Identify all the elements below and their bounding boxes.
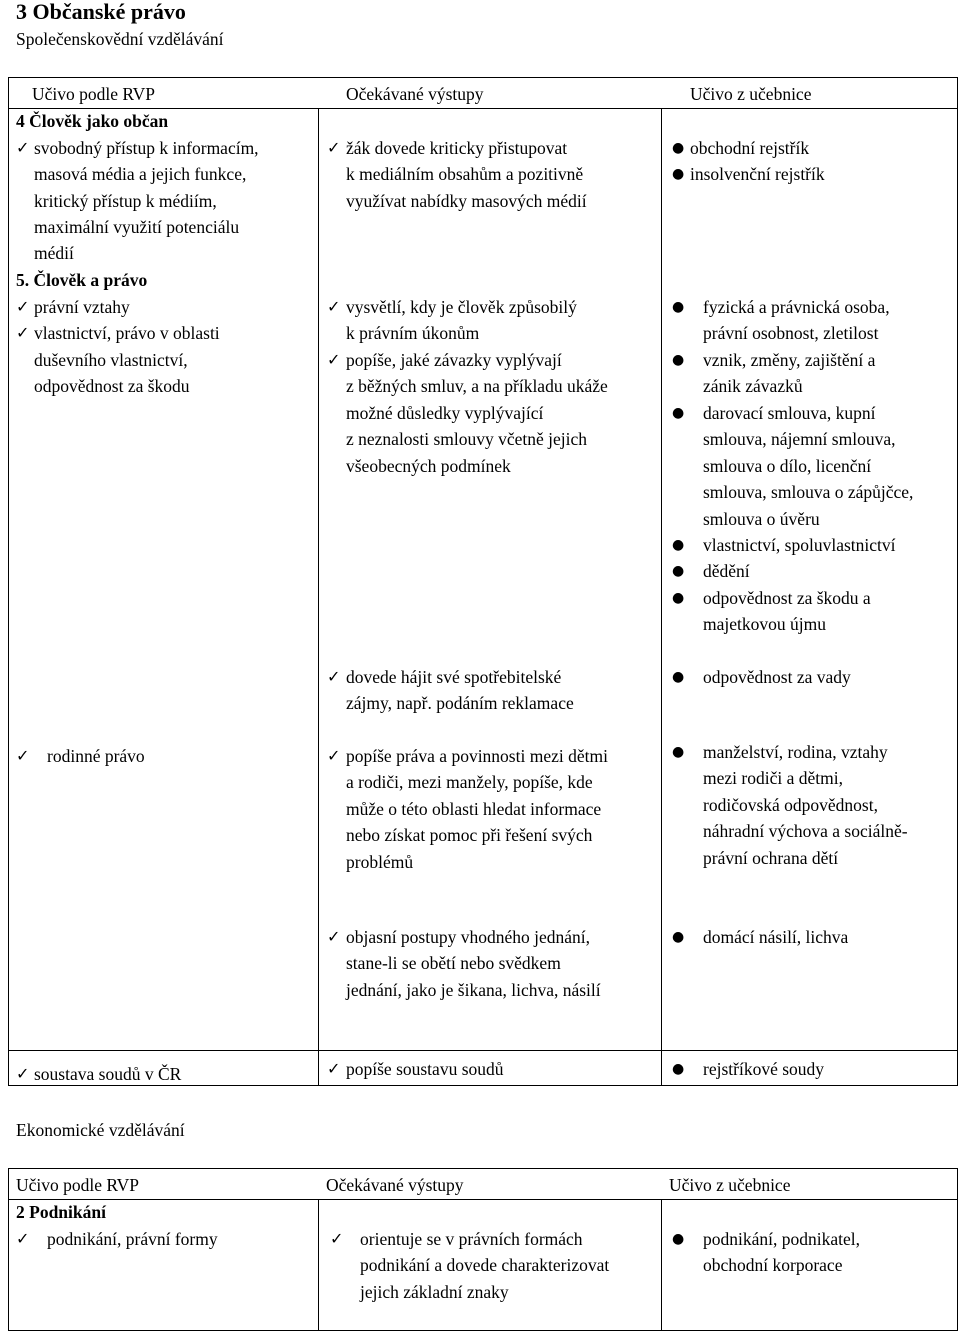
outcome-line: dovede hájit své spotřebitelské: [346, 667, 562, 687]
bullet-icon: ●: [672, 299, 685, 315]
rvp-line: podnikání, právní formy: [47, 1229, 218, 1249]
table-border-left: [8, 77, 9, 1086]
check-icon: ✓: [330, 1229, 344, 1248]
row-divider-courts: [8, 1050, 958, 1051]
rvp-line: odpovědnost za škodu: [34, 376, 190, 396]
outcome-line: jejich základní znaky: [360, 1282, 509, 1302]
header-divider: [8, 1199, 958, 1200]
column-divider-2: [661, 108, 662, 1086]
column-divider-2: [661, 1199, 662, 1331]
bullet-icon: ●: [672, 405, 685, 421]
bullet-icon: ●: [672, 669, 685, 685]
rvp-line: vlastnictví, právo v oblasti: [34, 323, 220, 343]
textbook-item: domácí násilí, lichva: [703, 927, 849, 947]
rvp-line: soustava soudů v ČR: [34, 1064, 182, 1084]
textbook-item: náhradní výchova a sociálně-: [703, 821, 908, 841]
bullet-icon: ●: [672, 166, 685, 182]
outcome-line: k mediálním obsahům a pozitivně: [346, 164, 584, 184]
textbook-item: manželství, rodina, vztahy: [703, 742, 888, 762]
table-border-top: [8, 1168, 958, 1169]
header-rvp: Učivo podle RVP: [16, 1175, 140, 1195]
outcome-line: možné důsledky vyplývající: [346, 403, 544, 423]
textbook-item: mezi rodiči a dětmi,: [703, 768, 843, 788]
textbook-item: odpovědnost za škodu a: [703, 588, 871, 608]
textbook-item: insolvenční rejstřík: [690, 164, 825, 184]
header-textbook: Učivo z učebnice: [669, 1175, 791, 1195]
topic-4-heading: 4 Člověk jako občan: [16, 111, 169, 131]
header-outcomes: Očekávané výstupy: [326, 1175, 464, 1195]
outcome-line: popíše soustavu soudů: [346, 1059, 504, 1079]
textbook-item: smlouva o dílo, licenční: [703, 456, 872, 476]
textbook-item: obchodní korporace: [703, 1255, 843, 1275]
check-icon: ✓: [327, 667, 341, 686]
outcome-line: z běžných smluv, a na příkladu ukáže: [346, 376, 608, 396]
rvp-line: kritický přístup k médiím,: [34, 191, 217, 211]
textbook-item: dědění: [703, 561, 750, 581]
table-border-bottom: [8, 1330, 958, 1331]
textbook-item: rodičovská odpovědnost,: [703, 795, 878, 815]
check-icon: ✓: [327, 350, 341, 369]
outcome-line: může o této oblasti hledat informace: [346, 799, 602, 819]
check-icon: ✓: [16, 1064, 30, 1083]
check-icon: ✓: [327, 297, 341, 316]
textbook-item: právní ochrana dětí: [703, 848, 839, 868]
rvp-line: masová média a jejich funkce,: [34, 164, 247, 184]
textbook-item: vlastnictví, spoluvlastnictví: [703, 535, 896, 555]
outcome-line: všeobecných podmínek: [346, 456, 511, 476]
rvp-line: svobodný přístup k informacím,: [34, 138, 259, 158]
section-heading-economic: Ekonomické vzdělávání: [16, 1120, 185, 1140]
textbook-item: smlouva, smlouva o zápůjčce,: [703, 482, 914, 502]
textbook-item: smlouva, nájemní smlouva,: [703, 429, 896, 449]
outcome-line: nebo získat pomoc při řešení svých: [346, 825, 593, 845]
check-icon: ✓: [327, 1059, 341, 1078]
textbook-item: darovací smlouva, kupní: [703, 403, 876, 423]
textbook-item: rejstříkové soudy: [703, 1059, 825, 1079]
textbook-item: fyzická a právnická osoba,: [703, 297, 890, 317]
check-icon: ✓: [16, 297, 30, 316]
check-icon: ✓: [16, 746, 30, 765]
check-icon: ✓: [16, 1229, 30, 1248]
header-textbook: Učivo z učebnice: [690, 84, 812, 104]
bullet-icon: ●: [672, 1061, 685, 1077]
textbook-item: podnikání, podnikatel,: [703, 1229, 860, 1249]
rvp-line: rodinné právo: [47, 746, 145, 766]
outcome-line: z neznalosti smlouvy včetně jejich: [346, 429, 588, 449]
check-icon: ✓: [16, 323, 30, 342]
table-border-right: [957, 77, 958, 1086]
bullet-icon: ●: [672, 537, 685, 553]
textbook-item: majetkovou újmu: [703, 614, 826, 634]
bullet-icon: ●: [672, 563, 685, 579]
rvp-line: médií: [34, 243, 74, 263]
page-title: 3 Občanské právo: [16, 0, 186, 24]
topic-2-heading: 2 Podnikání: [16, 1202, 106, 1222]
outcome-line: podnikání a dovede charakterizovat: [360, 1255, 610, 1275]
textbook-item: obchodní rejstřík: [690, 138, 810, 158]
check-icon: ✓: [327, 927, 341, 946]
outcome-line: stane-li se obětí nebo svědkem: [346, 953, 561, 973]
bullet-icon: ●: [672, 1231, 685, 1247]
outcome-line: a rodiči, mezi manžely, popíše, kde: [346, 772, 593, 792]
outcome-line: orientuje se v právních formách: [360, 1229, 583, 1249]
check-icon: ✓: [327, 746, 341, 765]
header-rvp: Učivo podle RVP: [32, 84, 156, 104]
topic-5-heading: 5. Člověk a právo: [16, 270, 148, 290]
textbook-item: smlouva o úvěru: [703, 509, 820, 529]
textbook-item: zánik závazků: [703, 376, 803, 396]
header-outcomes: Očekávané výstupy: [346, 84, 484, 104]
column-divider-1: [318, 108, 319, 1086]
check-icon: ✓: [16, 138, 30, 157]
outcome-line: zájmy, např. podáním reklamace: [346, 693, 574, 713]
rvp-line: duševního vlastnictví,: [34, 350, 188, 370]
bullet-icon: ●: [672, 352, 685, 368]
column-divider-1: [318, 1199, 319, 1331]
bullet-icon: ●: [672, 590, 685, 606]
table-border-right: [957, 1168, 958, 1331]
outcome-line: vysvětlí, kdy je člověk způsobilý: [346, 297, 577, 317]
bullet-icon: ●: [672, 140, 685, 156]
outcome-line: problémů: [346, 852, 414, 872]
outcome-line: žák dovede kriticky přistupovat: [346, 138, 568, 158]
outcome-line: jednání, jako je šikana, lichva, násilí: [346, 980, 601, 1000]
textbook-item: právní osobnost, zletilost: [703, 323, 879, 343]
outcome-line: objasní postupy vhodného jednání,: [346, 927, 591, 947]
textbook-item: odpovědnost za vady: [703, 667, 851, 687]
section-heading-social: Společenskovědní vzdělávání: [16, 29, 224, 49]
table-border-left: [8, 1168, 9, 1331]
outcome-line: popíše, jaké závazky vyplývají: [346, 350, 562, 370]
rvp-line: právní vztahy: [34, 297, 130, 317]
outcome-line: popíše práva a povinnosti mezi dětmi: [346, 746, 608, 766]
check-icon: ✓: [327, 138, 341, 157]
outcome-line: k právním úkonům: [346, 323, 480, 343]
outcome-line: využívat nabídky masových médií: [346, 191, 587, 211]
bullet-icon: ●: [672, 744, 685, 760]
table-border-top: [8, 77, 958, 78]
rvp-line: maximální využití potenciálu: [34, 217, 240, 237]
textbook-item: vznik, změny, zajištění a: [703, 350, 876, 370]
bullet-icon: ●: [672, 929, 685, 945]
